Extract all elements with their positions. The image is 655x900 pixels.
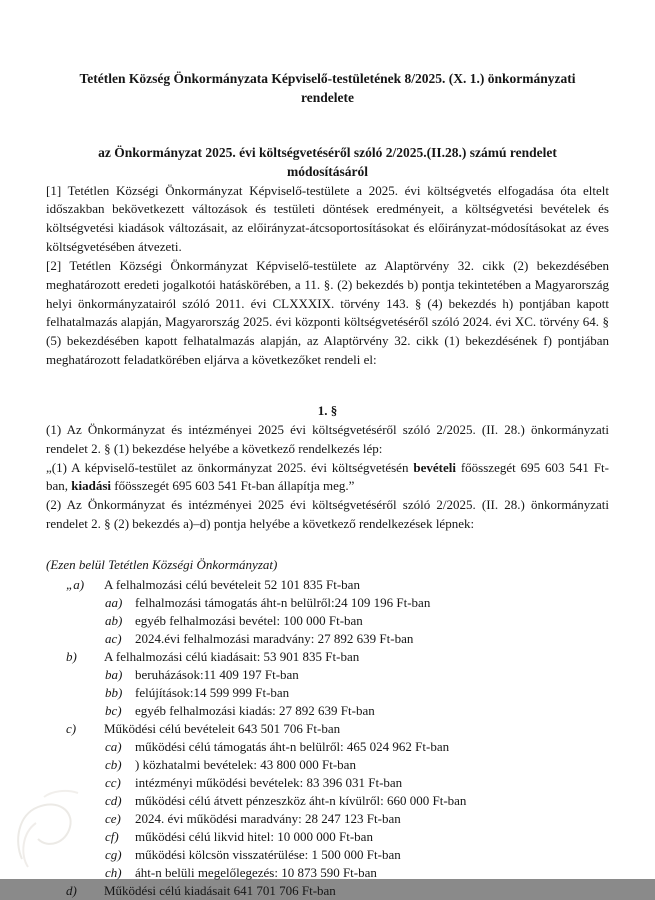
list-item-text: 2024. évi működési maradvány: 28 247 123 Ft-ban (135, 810, 401, 826)
list-item-marker: cc) (105, 774, 121, 790)
list-subitem (46, 864, 609, 882)
quote-text-pre: „(1) A képviselő-testület az önkormányzat 2025. évi költségvetésén (46, 459, 414, 475)
list-subitem (46, 702, 609, 720)
list-item-marker: ca) (105, 738, 122, 754)
list-subitem (46, 684, 609, 702)
list-item-text: beruházások:11 409 197 Ft-ban (135, 666, 299, 682)
preamble-paragraph-2: [2] Tetétlen Községi Önkormányzat Képviselő-testülete az Alaptörvény 32. cikk (2) bekezdésében meghatározott eredeti jogalkotói hatáskörében, a 11. §. (2) bekezdés b) pontja tekintetében a Magyarország helyi önkormányzatairól szóló 2011. évi CLXXXIX. törvény 143. § (4) bekezdés h) pontjában kapott felhatalmazás alapján, Magyarország 2025. évi központi költségvetéséről szóló 2024. évi XC. törvény 64. § (5) bekezdésében kapott felhatalmazás alapján, az Alaptörvény 32. cikk (1) bekezdésének f) pontjában meghatározott feladatkörében eljárva a következőket rendeli el: (46, 257, 609, 368)
list-item-text: egyéb felhalmozási kiadás: 27 892 639 Ft-ban (135, 702, 375, 718)
quote-text-mid: főösszegét 695 603 541 Ft-ban, (46, 459, 609, 494)
list-item-marker: aa) (105, 594, 123, 610)
list-item-text: felhalmozási támogatás áht-n belülről:24 109 196 Ft-ban (135, 594, 431, 610)
list-item-marker: cg) (105, 846, 122, 862)
list-item-text: intézményi működési bevételek: 83 396 031 Ft-ban (135, 774, 403, 790)
preamble-paragraph-1: [1] Tetétlen Községi Önkormányzat Képviselő-testülete a 2025. évi költségvetés elfogadása óta eltelt időszakban bekövetkezett változások és testületi döntések eredményeit, a költségvetési bevételek és költségvetési kiadások változásait, az előirányzat-átcsoportosításokat és előirányzat-módosításokat az éves költségvetésében átvezeti. (46, 182, 609, 255)
quote-bold-kiadasi: kiadási (71, 478, 112, 494)
document-title: Tetétlen Község Önkormányzata Képviselő-testületének 8/2025. (X. 1.) önkormányzati rendelete (79, 71, 576, 105)
document-subtitle: az Önkormányzat 2025. évi költségvetéséről szóló 2/2025.(II.28.) számú rendelet módosításáról (98, 144, 557, 179)
list-item-text: Működési célú bevételeit 643 501 706 Ft-ban (104, 720, 341, 736)
list-item-marker: cd) (105, 792, 122, 808)
list-item (46, 720, 609, 738)
provisions-intro: (Ezen belül Tetétlen Községi Önkormányzat) (46, 556, 278, 572)
list-item-marker: „a) (66, 576, 85, 592)
list-subitem (46, 666, 609, 684)
list-item-text: egyéb felhalmozási bevétel: 100 000 Ft-ban (135, 612, 363, 628)
list-item-marker: cf) (105, 828, 119, 844)
list-item (46, 882, 609, 900)
list-item-text: A felhalmozási célú bevételeit 52 101 835 Ft-ban (104, 576, 360, 592)
list-subitem (46, 828, 609, 846)
list-item-marker: ac) (105, 630, 122, 646)
list-subitem (46, 630, 609, 648)
list-item-text: Működési célú kiadásait 641 701 706 Ft-ban (104, 882, 336, 898)
list-item-text: 2024.évi felhalmozási maradvány: 27 892 639 Ft-ban (135, 630, 414, 646)
list-item-text: működési célú átvett pénzeszköz áht-n kívülről: 660 000 Ft-ban (135, 792, 467, 808)
list-item-text: A felhalmozási célú kiadásait: 53 901 835 Ft-ban (104, 648, 360, 664)
list-item-marker: c) (66, 720, 77, 736)
list-subitem (46, 846, 609, 864)
list-item (46, 648, 609, 666)
list-item-marker: ce) (105, 810, 121, 826)
list-item-marker: bb) (105, 684, 123, 700)
provisions-list (46, 576, 609, 900)
list-item (46, 576, 609, 594)
list-subitem (46, 810, 609, 828)
quote-bold-beveteli: bevételi (413, 459, 456, 475)
list-item-marker: bc) (105, 702, 122, 718)
list-item-text: áht-n belüli megelőlegezés: 10 873 590 Ft-ban (135, 864, 377, 880)
list-item-text: ) közhatalmi bevételek: 43 800 000 Ft-ban (135, 756, 356, 772)
list-item-marker: ab) (105, 612, 123, 628)
list-item-text: működési célú likvid hitel: 10 000 000 Ft-ban (135, 828, 373, 844)
list-item-text: működési célú támogatás áht-n belülről: 465 024 962 Ft-ban (135, 738, 450, 754)
list-subitem (46, 612, 609, 630)
quoted-provision (46, 459, 609, 497)
list-item-marker: b) (66, 648, 77, 664)
list-item-text: felújítások:14 599 999 Ft-ban (135, 684, 290, 700)
list-subitem (46, 774, 609, 792)
list-item-marker: ch) (105, 864, 122, 880)
section-paragraph-1: (1) Az Önkormányzat és intézményei 2025 évi költségvetéséről szóló 2/2025. (II. 28.) önkormányzati rendelet 2. § (1) bekezdése helyébe a következő rendelkezés lép: (46, 421, 609, 456)
list-item-marker: cb) (105, 756, 122, 772)
list-subitem (46, 756, 609, 774)
section-heading: 1. § (317, 403, 338, 418)
quote-text-post: főösszegét 695 603 541 Ft-ban állapítja meg.” (111, 478, 355, 494)
list-item-marker: ba) (105, 666, 123, 682)
list-item-text: működési kölcsön visszatérülése: 1 500 000 Ft-ban (135, 846, 401, 862)
list-subitem (46, 738, 609, 756)
list-item-marker: d) (66, 882, 77, 898)
list-subitem (46, 792, 609, 810)
list-subitem (46, 594, 609, 612)
section-paragraph-2: (2) Az Önkormányzat és intézményei 2025 évi költségvetéséről szóló 2/2025. (II. 28.) önkormányzati rendelet 2. § (2) bekezdés a)–d) pontja helyébe a következő rendelkezések lépnek: (46, 497, 609, 532)
